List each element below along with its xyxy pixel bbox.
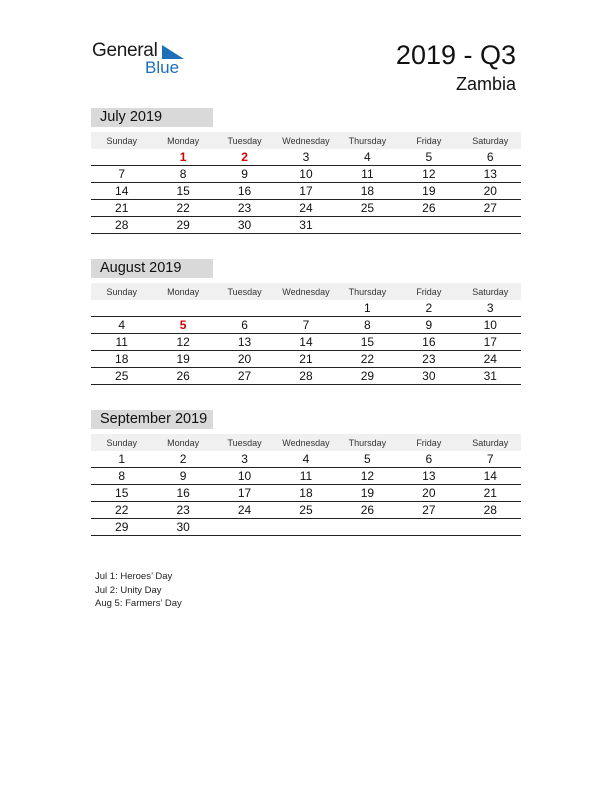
week-row bbox=[91, 485, 521, 502]
day-cell: 1 bbox=[91, 451, 152, 468]
day-cell: 7 bbox=[275, 317, 336, 334]
week-row bbox=[91, 300, 521, 317]
day-cell: 14 bbox=[460, 468, 521, 485]
day-cell: 2 bbox=[152, 451, 213, 468]
weekday-label: Sunday bbox=[91, 132, 152, 149]
empty-day-cell bbox=[398, 519, 459, 536]
generalblue-logo bbox=[92, 40, 192, 80]
day-cell: 12 bbox=[152, 334, 213, 351]
holiday-day-cell: 1 bbox=[152, 149, 213, 166]
empty-day-cell bbox=[337, 519, 398, 536]
day-cell: 17 bbox=[214, 485, 275, 502]
empty-day-cell bbox=[275, 519, 336, 536]
day-cell: 17 bbox=[275, 183, 336, 200]
calendar-table bbox=[91, 132, 521, 234]
weekday-label: Thursday bbox=[337, 283, 398, 300]
weekday-label: Tuesday bbox=[214, 283, 275, 300]
day-cell: 3 bbox=[275, 149, 336, 166]
month-header: September 2019 bbox=[91, 410, 213, 429]
day-cell: 4 bbox=[275, 451, 336, 468]
day-cell: 22 bbox=[91, 502, 152, 519]
empty-day-cell bbox=[398, 217, 459, 234]
empty-day-cell bbox=[337, 217, 398, 234]
day-cell: 19 bbox=[337, 485, 398, 502]
day-cell: 30 bbox=[214, 217, 275, 234]
day-cell: 29 bbox=[152, 217, 213, 234]
day-cell: 12 bbox=[337, 468, 398, 485]
week-row bbox=[91, 502, 521, 519]
month-block-august bbox=[91, 259, 521, 385]
week-row bbox=[91, 149, 521, 166]
week-row bbox=[91, 351, 521, 368]
week-row bbox=[91, 468, 521, 485]
day-cell: 9 bbox=[214, 166, 275, 183]
weekday-label: Sunday bbox=[91, 434, 152, 451]
day-cell: 22 bbox=[337, 351, 398, 368]
day-cell: 25 bbox=[337, 200, 398, 217]
day-cell: 3 bbox=[214, 451, 275, 468]
day-cell: 25 bbox=[91, 368, 152, 385]
day-cell: 31 bbox=[275, 217, 336, 234]
day-cell: 23 bbox=[398, 351, 459, 368]
day-cell: 15 bbox=[91, 485, 152, 502]
day-cell: 28 bbox=[275, 368, 336, 385]
month-header: July 2019 bbox=[91, 108, 213, 127]
day-cell: 22 bbox=[152, 200, 213, 217]
day-cell: 2 bbox=[398, 300, 459, 317]
week-row bbox=[91, 183, 521, 200]
day-cell: 20 bbox=[214, 351, 275, 368]
day-cell: 18 bbox=[337, 183, 398, 200]
day-cell: 14 bbox=[275, 334, 336, 351]
day-cell: 24 bbox=[214, 502, 275, 519]
empty-day-cell bbox=[152, 300, 213, 317]
calendar-table bbox=[91, 283, 521, 385]
weekday-label: Friday bbox=[398, 434, 459, 451]
day-cell: 10 bbox=[214, 468, 275, 485]
empty-day-cell bbox=[214, 300, 275, 317]
month-block-july bbox=[91, 108, 521, 234]
week-row bbox=[91, 368, 521, 385]
day-cell: 9 bbox=[152, 468, 213, 485]
day-cell: 16 bbox=[152, 485, 213, 502]
week-row bbox=[91, 217, 521, 234]
day-cell: 5 bbox=[398, 149, 459, 166]
day-cell: 19 bbox=[152, 351, 213, 368]
week-row bbox=[91, 200, 521, 217]
day-cell: 16 bbox=[398, 334, 459, 351]
logo-triangle-icon bbox=[162, 45, 184, 59]
day-cell: 24 bbox=[275, 200, 336, 217]
empty-day-cell bbox=[91, 300, 152, 317]
logo-text-general: General bbox=[92, 40, 158, 61]
day-cell: 30 bbox=[398, 368, 459, 385]
day-cell: 31 bbox=[460, 368, 521, 385]
weekday-label: Monday bbox=[152, 283, 213, 300]
day-cell: 28 bbox=[91, 217, 152, 234]
day-cell: 23 bbox=[214, 200, 275, 217]
day-cell: 30 bbox=[152, 519, 213, 536]
weekday-label: Wednesday bbox=[275, 132, 336, 149]
weekday-label: Tuesday bbox=[214, 132, 275, 149]
holiday-note: Jul 2: Unity Day bbox=[95, 584, 162, 596]
day-cell: 6 bbox=[214, 317, 275, 334]
day-cell: 6 bbox=[398, 451, 459, 468]
day-cell: 24 bbox=[460, 351, 521, 368]
day-cell: 17 bbox=[460, 334, 521, 351]
week-row bbox=[91, 519, 521, 536]
day-cell: 18 bbox=[91, 351, 152, 368]
weekday-label: Friday bbox=[398, 132, 459, 149]
country-name: Zambia bbox=[455, 74, 516, 94]
day-cell: 26 bbox=[152, 368, 213, 385]
day-cell: 13 bbox=[460, 166, 521, 183]
logo-text-blue: Blue bbox=[145, 58, 180, 77]
weekday-label: Saturday bbox=[460, 434, 521, 451]
day-cell: 7 bbox=[460, 451, 521, 468]
day-cell: 9 bbox=[398, 317, 459, 334]
weekday-label: Friday bbox=[398, 283, 459, 300]
day-cell: 14 bbox=[91, 183, 152, 200]
day-cell: 10 bbox=[460, 317, 521, 334]
month-header: August 2019 bbox=[91, 259, 213, 278]
day-cell: 27 bbox=[398, 502, 459, 519]
day-cell: 29 bbox=[91, 519, 152, 536]
day-cell: 8 bbox=[337, 317, 398, 334]
weekday-label: Sunday bbox=[91, 283, 152, 300]
holiday-day-cell: 5 bbox=[152, 317, 213, 334]
week-row bbox=[91, 166, 521, 183]
day-cell: 11 bbox=[91, 334, 152, 351]
day-cell: 4 bbox=[91, 317, 152, 334]
holiday-notes bbox=[95, 570, 182, 611]
day-cell: 16 bbox=[214, 183, 275, 200]
weekday-label: Wednesday bbox=[275, 434, 336, 451]
day-cell: 20 bbox=[398, 485, 459, 502]
week-row bbox=[91, 334, 521, 351]
holiday-note: Jul 1: Heroes’ Day bbox=[95, 571, 173, 582]
day-cell: 28 bbox=[460, 502, 521, 519]
day-cell: 26 bbox=[337, 502, 398, 519]
weekday-label: Wednesday bbox=[275, 283, 336, 300]
day-cell: 23 bbox=[152, 502, 213, 519]
day-cell: 10 bbox=[275, 166, 336, 183]
day-cell: 29 bbox=[337, 368, 398, 385]
day-cell: 21 bbox=[275, 351, 336, 368]
weekday-label: Monday bbox=[152, 132, 213, 149]
weekday-label: Saturday bbox=[460, 132, 521, 149]
weekday-header-row bbox=[91, 434, 521, 451]
weekday-label: Thursday bbox=[337, 132, 398, 149]
day-cell: 21 bbox=[460, 485, 521, 502]
empty-day-cell bbox=[214, 519, 275, 536]
weekday-header-row bbox=[91, 132, 521, 149]
weekday-label: Monday bbox=[152, 434, 213, 451]
day-cell: 7 bbox=[91, 166, 152, 183]
week-row bbox=[91, 317, 521, 334]
day-cell: 3 bbox=[460, 300, 521, 317]
day-cell: 18 bbox=[275, 485, 336, 502]
week-row bbox=[91, 451, 521, 468]
day-cell: 15 bbox=[337, 334, 398, 351]
day-cell: 26 bbox=[398, 200, 459, 217]
day-cell: 27 bbox=[460, 200, 521, 217]
holiday-note: Aug 5: Farmers’ Day bbox=[95, 598, 182, 609]
empty-day-cell bbox=[275, 300, 336, 317]
empty-day-cell bbox=[91, 149, 152, 166]
holiday-day-cell: 2 bbox=[214, 149, 275, 166]
day-cell: 15 bbox=[152, 183, 213, 200]
page-title: 2019 - Q3 bbox=[395, 40, 516, 70]
day-cell: 21 bbox=[91, 200, 152, 217]
day-cell: 25 bbox=[275, 502, 336, 519]
day-cell: 20 bbox=[460, 183, 521, 200]
day-cell: 11 bbox=[275, 468, 336, 485]
weekday-label: Saturday bbox=[460, 283, 521, 300]
empty-day-cell bbox=[460, 217, 521, 234]
day-cell: 13 bbox=[214, 334, 275, 351]
day-cell: 11 bbox=[337, 166, 398, 183]
empty-day-cell bbox=[460, 519, 521, 536]
month-block-september bbox=[91, 410, 521, 536]
day-cell: 6 bbox=[460, 149, 521, 166]
day-cell: 27 bbox=[214, 368, 275, 385]
weekday-label: Thursday bbox=[337, 434, 398, 451]
calendar-table bbox=[91, 434, 521, 536]
day-cell: 4 bbox=[337, 149, 398, 166]
day-cell: 13 bbox=[398, 468, 459, 485]
day-cell: 8 bbox=[152, 166, 213, 183]
weekday-label: Tuesday bbox=[214, 434, 275, 451]
day-cell: 1 bbox=[337, 300, 398, 317]
day-cell: 5 bbox=[337, 451, 398, 468]
day-cell: 8 bbox=[91, 468, 152, 485]
weekday-header-row bbox=[91, 283, 521, 300]
day-cell: 12 bbox=[398, 166, 459, 183]
day-cell: 19 bbox=[398, 183, 459, 200]
